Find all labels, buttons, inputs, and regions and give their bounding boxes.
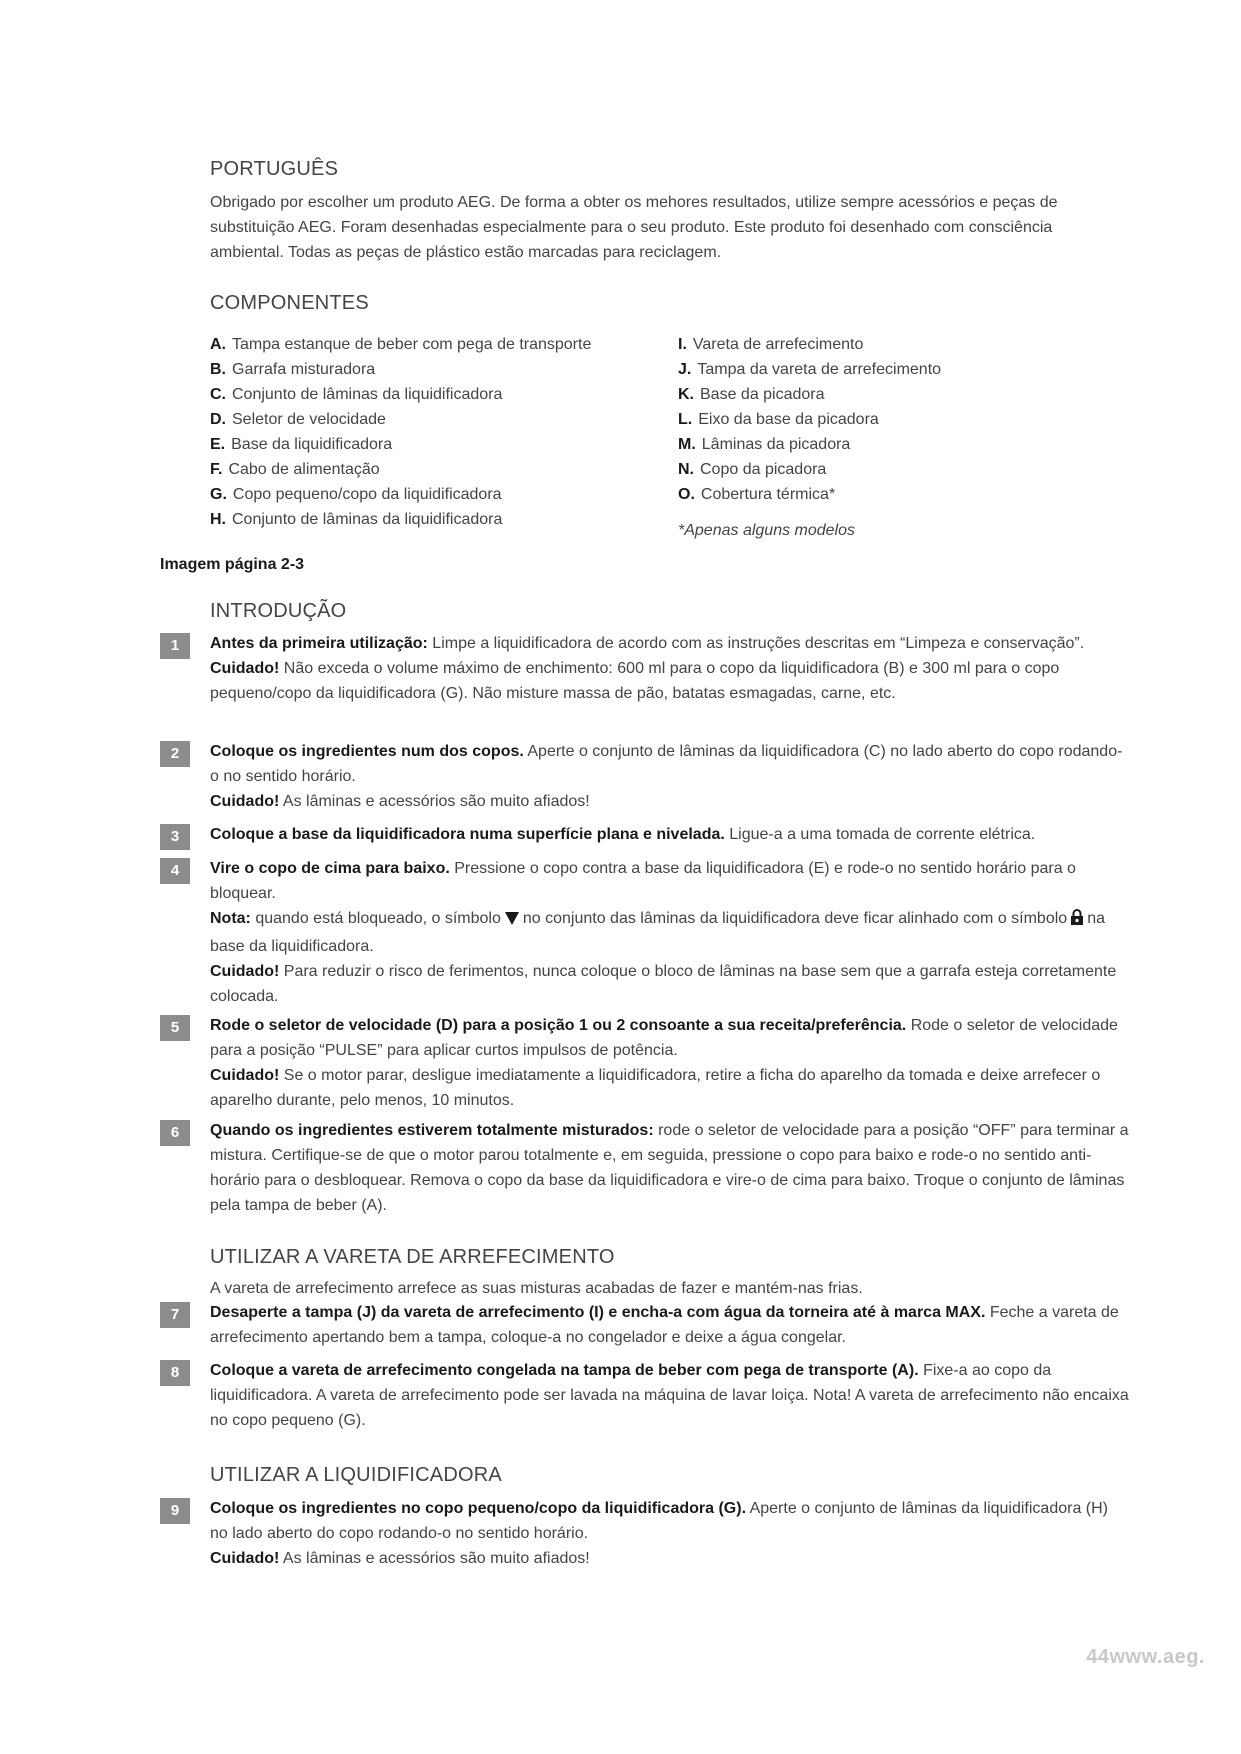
note-label: Nota:: [210, 910, 251, 927]
step-number-badge: 3: [160, 824, 190, 850]
cooling-stick-section: [210, 1244, 1130, 1301]
component-item: A. Tampa estanque de beber com pega de transporte: [210, 336, 592, 353]
blender-section: [210, 1462, 1130, 1488]
intro-paragraph: Obrigado por escolher um produto AEG. De forma a obter os mehores resultados, utilize sempre acessórios e peças de substituição AEG. Foram desenhadas especialmente para o seu produto. Este produto foi desenhado com consciência ambiental. Todas as peças de plástico estão marcadas para reciclagem.: [210, 194, 1058, 261]
step-number-badge: 6: [160, 1120, 190, 1146]
step-number-badge: 5: [160, 1015, 190, 1041]
components-left-column: [210, 332, 680, 532]
component-item: O. Cobertura térmica*: [678, 486, 836, 503]
cooling-stick-heading: UTILIZAR A VARETA DE ARREFECIMENTO: [210, 1246, 615, 1268]
components-right-column: [678, 332, 1138, 507]
components-section: [210, 290, 1130, 316]
component-item: I. Vareta de arrefecimento: [678, 336, 864, 353]
caution-label: Cuidado!: [210, 963, 280, 980]
language-heading: PORTUGUÊS: [210, 158, 339, 180]
cooling-stick-lead: A vareta de arrefecimento arrefece as suas misturas acabadas de fazer e mantém-nas frias.: [210, 1280, 863, 1297]
introduction-section: [210, 598, 1130, 624]
component-item: L. Eixo da base da picadora: [678, 411, 879, 428]
intro-section: [210, 156, 1130, 265]
padlock-icon: [1070, 909, 1084, 934]
component-item: B. Garrafa misturadora: [210, 361, 376, 378]
step-number-badge: 1: [160, 633, 190, 659]
component-item: D. Seletor de velocidade: [210, 411, 386, 428]
page-footer: [1086, 1646, 1205, 1669]
caution-label: Cuidado!: [210, 1550, 280, 1567]
component-item: E. Base da liquidificadora: [210, 436, 393, 453]
models-footnote: *Apenas alguns modelos: [678, 522, 856, 539]
introduction-heading: INTRODUÇÃO: [210, 600, 347, 622]
step-number-badge: 9: [160, 1498, 190, 1524]
step-number-badge: 2: [160, 741, 190, 767]
down-triangle-icon: [504, 909, 520, 934]
component-item: M. Lâminas da picadora: [678, 436, 851, 453]
step-number-badge: 8: [160, 1360, 190, 1386]
footer-site: www.aeg.: [1109, 1646, 1205, 1668]
caution-label: Cuidado!: [210, 1067, 280, 1084]
component-item: N. Copo da picadora: [678, 461, 827, 478]
caution-label: Cuidado!: [210, 660, 280, 677]
component-item: C. Conjunto de lâminas da liquidificadora: [210, 386, 503, 403]
image-reference: Imagem página 2-3: [160, 556, 305, 573]
manual-page: PORTUGUÊS Obrigado por escolher um produto AEG. De forma a obter os mehores resultados, utilize sempre acessórios e peças de substituição AEG. Foram desenhadas especialmente para o seu produto. Este produto foi desenhado com consciência ambiental. Todas as peças de plástico estão marcadas para reciclagem. COMPONENTES A. Tampa estanque de beber com pega de transporte B. Garrafa misturadora C. Conjunto de lâminas da liquidificadora D. Seletor de velocidade E. Base da liquidificadora F. Cabo de alimentação G. Copo pequeno/copo da liquidificadora H. Conjunto de lâminas da liquidificadora I. Vareta de arrefecimento J. Tampa da vareta de arrefecimento K. Base da picadora L. Eixo da base da picadora M. Lâminas da picadora N. Copo da picadora O. Cobertura térmica* *Apenas alguns modelos Imagem página 2-3 INTRODUÇÃO 1 Antes da primeira utilização: Limpe a liquidificadora de acordo com as instruções descritas em “Limpeza e conservação”. Cuidado! Não exceda o volume máximo de enchimento: 600 ml para o copo da liquidificadora (B) e 300 ml para o copo pequeno/copo da liquidificadora (G). Não misture massa de pão, batatas esmagadas, carne, etc. 2 Coloque os ingredientes num dos copos. Aperte o conjunto de lâminas da liquidificadora (C) no lado aberto do copo rodando-o no sentido horário. Cuidado! As lâminas e acessórios são muito afiados! 3 Coloque a base da liquidificadora numa superfície plana e nivelada. Ligue-a a uma tomada de corrente elétrica. 4 Vire o copo de cima para baixo. Pressione o copo contra a base da liquidificadora (E) e rode-o no sentido horário para o bloquear. Nota: quando está bloqueado, o símbolo no conjunto das lâminas da liquidificadora deve ficar alinhado com o símbolo na base da liquidificadora. Cuidado! Para reduzir o risco de ferimentos, nunca coloque o bloco de lâminas na base sem que a garrafa esteja corretamente colocada. 5 Rode o seletor de velocidade (D) para a posição 1 ou 2 consoante a sua receita/preferência. Rode o seletor de velocidade para a posição “PULSE” para aplicar curtos impulsos de potência. Cuidado! Se o motor parar, desligue imediatamente a liquidificadora, retire a ficha do aparelho da tomada e deixe arrefecer o aparelho durante, pelo menos, 10 minutos. 6 Quando os ingredientes estiverem totalmente misturados: rode o seletor de velocidade para a posição “OFF” para terminar a mistura. Certifique-se de que o motor parou totalmente e, em seguida, pressione o copo para baixo e rode-o no sentido anti-horário para o desbloquear. Remova o copo da base da liquidificadora e vire-o de cima para baixo. Troque o conjunto de lâminas pela tampa de beber (A). UTILIZAR A VARETA DE ARREFECIMENTO A vareta de arrefecimento arrefece as suas misturas acabadas de fazer e mantém-nas frias. 7 Desaperte a tampa (J) da vareta de arrefecimento (I) e encha-a com água da torneira até à marca MAX. Feche a vareta de arrefecimento apertando bem a tampa, coloque-a no congelador e deixe a água congelar. 8 Coloque a vareta de arrefecimento congelada na tampa de beber com pega de transporte (A). Fixe-a ao copo da liquidificadora. A vareta de arrefecimento pode ser lavada na máquina de lavar loiça. Nota! A vareta de arrefecimento não encaixa no copo pequeno (G). UTILIZAR A LIQUIDIFICADORA 9 Coloque os ingredientes no copo pequeno/copo da liquidificadora (G). Aperte o conjunto de lâminas da liquidificadora (H) no lado aberto do copo rodando-o no sentido horário. Cuidado! As lâminas e acessórios são muito afiados! 44www.aeg.: [160, 158, 1205, 1668]
step-number-badge: 7: [160, 1302, 190, 1328]
component-item: J. Tampa da vareta de arrefecimento: [678, 361, 942, 378]
page-number: 44: [1086, 1646, 1110, 1668]
component-item: H. Conjunto de lâminas da liquidificadora: [210, 511, 503, 528]
step-number-badge: 4: [160, 858, 190, 884]
components-heading: COMPONENTES: [210, 292, 369, 314]
component-item: G. Copo pequeno/copo da liquidificadora: [210, 486, 502, 503]
blender-heading: UTILIZAR A LIQUIDIFICADORA: [210, 1464, 502, 1486]
component-item: F. Cabo de alimentação: [210, 461, 380, 478]
caution-label: Cuidado!: [210, 793, 280, 810]
component-item: K. Base da picadora: [678, 386, 825, 403]
